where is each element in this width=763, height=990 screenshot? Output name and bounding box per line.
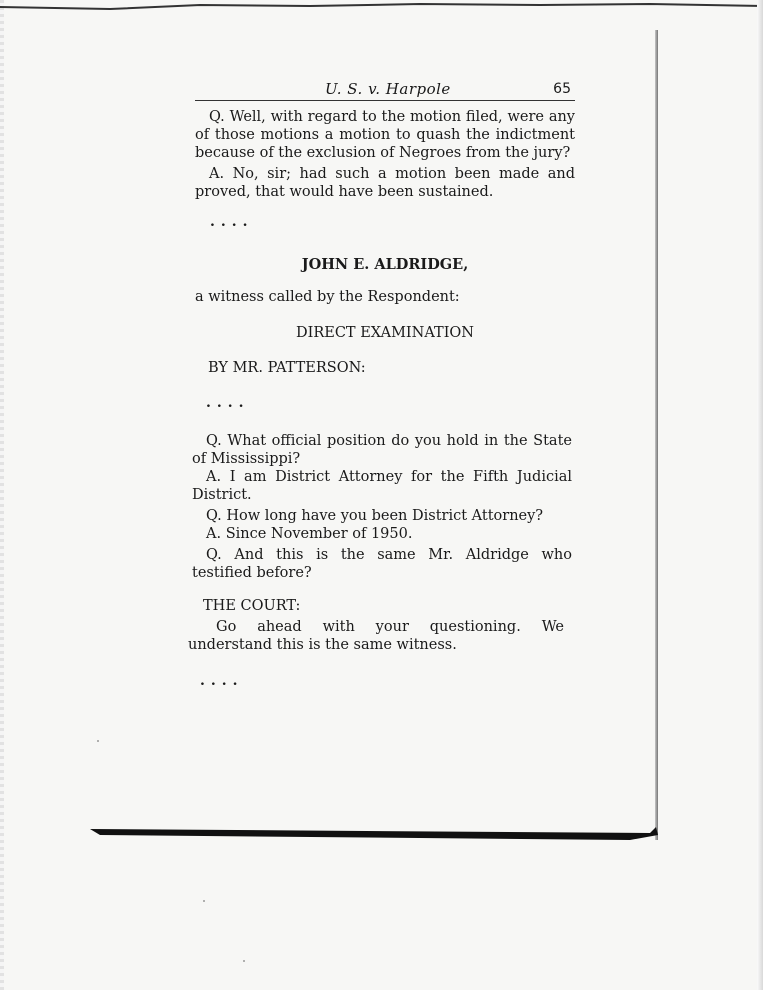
ellipsis: .... [210, 214, 254, 230]
page-header [195, 80, 575, 100]
court-statement: Go ahead with your questioning. We understand this is the same witness. [188, 619, 564, 653]
scan-speck [97, 740, 99, 742]
answer-paragraph: A. Since November of 1950. [206, 526, 413, 542]
running-title: U. S. v. Harpole [325, 80, 451, 98]
page-right-border [655, 30, 658, 840]
scan-top-edge [0, 0, 763, 10]
ellipsis: .... [200, 673, 244, 689]
page-bottom-band [90, 827, 658, 841]
question-paragraph: Q. How long have you been District Attorney? [206, 508, 544, 524]
examiner-label: BY MR. PATTERSON: [208, 360, 366, 376]
witness-intro: a witness called by the Respondent: [195, 289, 460, 305]
question-paragraph: Q. Well, with regard to the motion filed, were any of those motions a motion to quash the indictment because of the exclusion of Negroes from the jury? [195, 109, 575, 161]
scan-speck [203, 900, 205, 902]
answer-paragraph: A. I am District Attorney for the Fifth Judicial District. [192, 469, 572, 503]
question-paragraph: Q. And this is the same Mr. Aldridge who testified before? [192, 547, 572, 581]
examination-heading: DIRECT EXAMINATION [295, 325, 474, 341]
ellipsis: .... [206, 395, 250, 411]
scan-left-edge [0, 0, 4, 990]
scan-right-edge [757, 0, 763, 990]
header-rule [195, 100, 575, 101]
question-paragraph: Q. What official position do you hold in the State of Mississippi? [192, 433, 572, 467]
witness-name: JOHN E. ALDRIDGE, [301, 256, 469, 273]
answer-paragraph: A. No, sir; had such a motion been made and proved, that would have been sustained. [195, 166, 575, 200]
page-number: 65 [553, 81, 571, 97]
court-label: THE COURT: [203, 598, 301, 614]
scan-speck [243, 960, 245, 962]
